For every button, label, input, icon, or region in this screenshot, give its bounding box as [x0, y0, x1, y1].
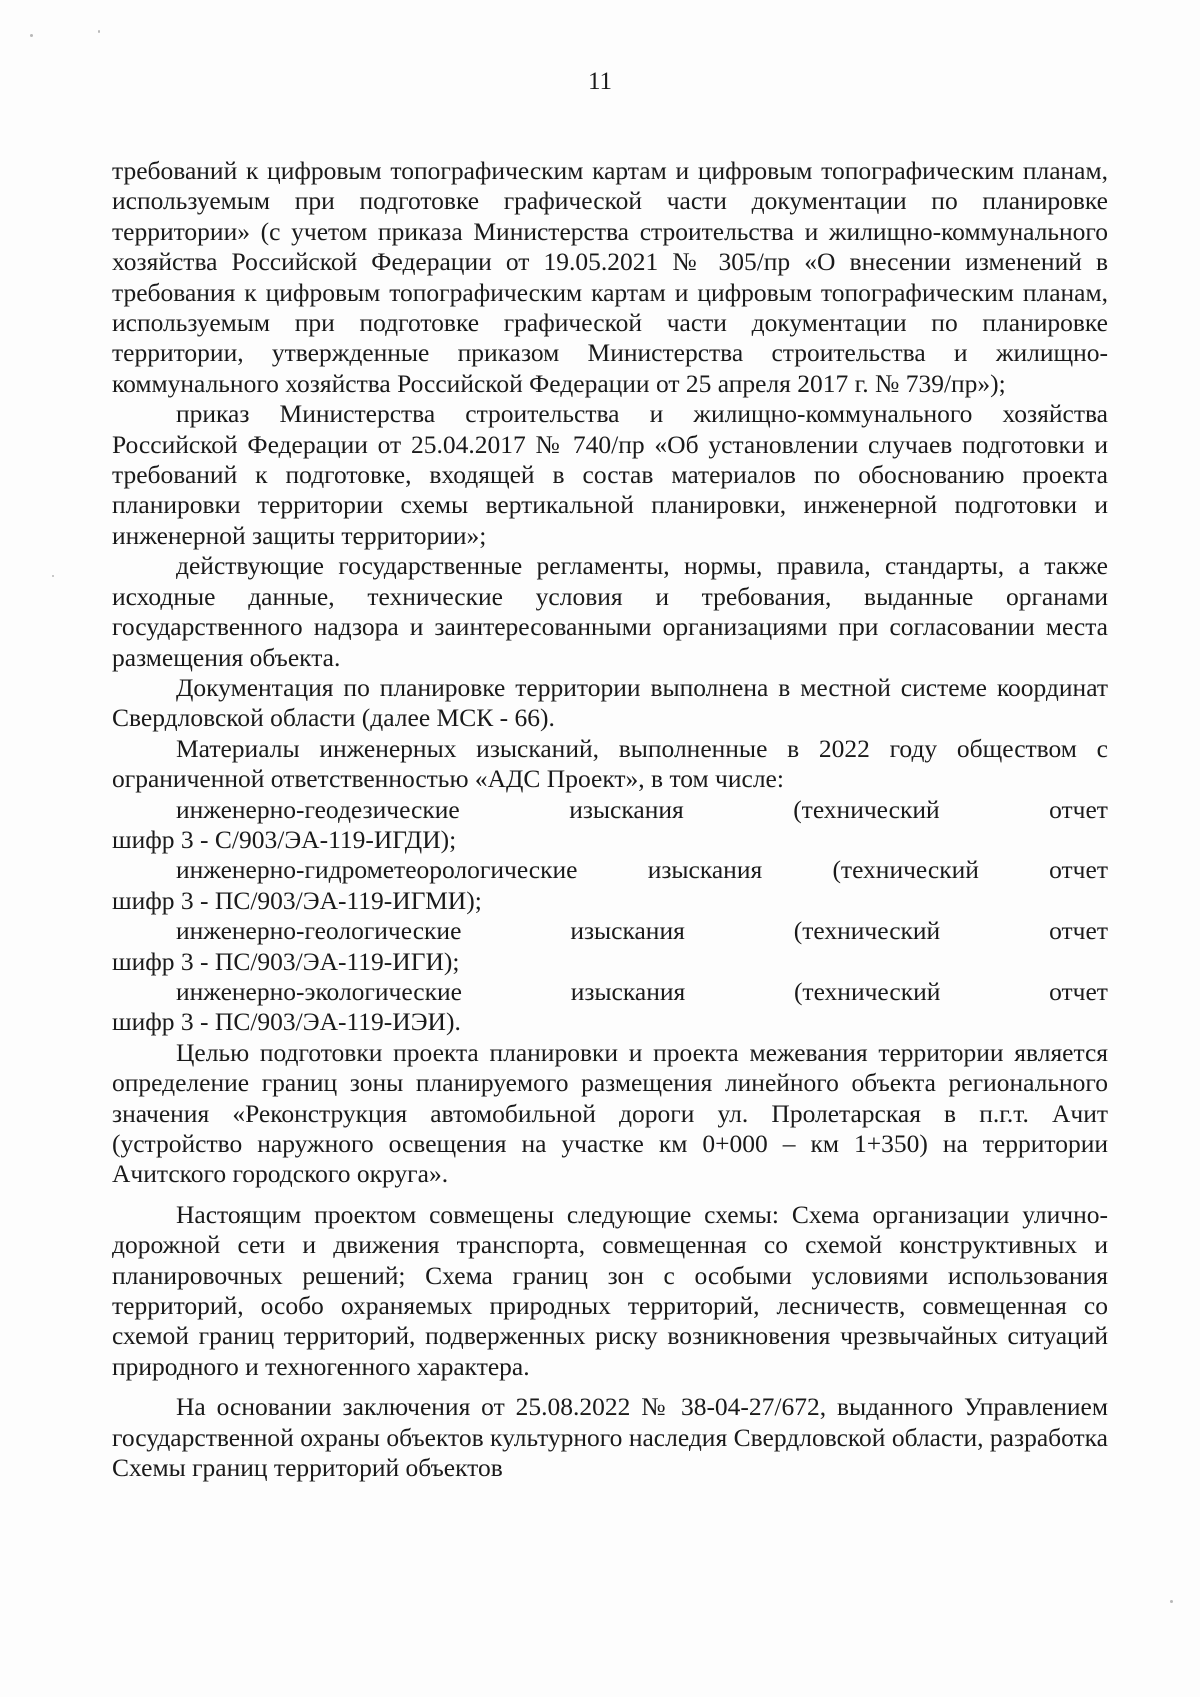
page-number: 11: [587, 68, 613, 95]
paragraph-heritage-conclusion: На основании заключения от 25.08.2022 № 38-04-27/672, выданного Управлением государственной охраны объектов культурного наследия Свердловской области, разработка Схемы границ территорий объектов: [112, 1392, 1108, 1483]
paragraph-order-740: приказ Министерства строительства и жилищно-коммунального хозяйства Российской Федерации от 25.04.2017 № 740/пр «Об установлении случаев подготовки и требований к подготовке, входящей в состав материалов по обоснованию проекта планировки территории схемы вертикальной планировки, инженерной подготовки и инженерной защиты территории»;: [112, 399, 1108, 550]
list-item: [112, 855, 1108, 916]
survey-type: инженерно-экологические: [176, 976, 462, 1006]
list-item: [112, 795, 1108, 856]
survey-cipher: шифр 3 - ПС/903/ЭА-119-ИГИ);: [112, 946, 460, 976]
survey-cipher: шифр 3 - ПС/903/ЭА-119-ИЭИ).: [112, 1007, 461, 1037]
paragraph-purpose: Целью подготовки проекта планировки и проекта межевания территории является определение границ зоны планируемого размещения линейного объекта регионального значения «Реконструкция автомобильной дороги ул. Пролетарская в п.г.т. Ачит (устройство наружного освещения на участке км 0+000 – км 1+350) на территории Ачитского городского округа».: [112, 1037, 1108, 1189]
paragraph-coordinate-system: Документация по планировке территории выполнена в местной системе координат Свердловской области (далее МСК - 66).: [112, 672, 1108, 733]
survey-type: инженерно-гидрометеорологические: [176, 855, 578, 885]
survey-report: отчет: [1049, 916, 1108, 946]
survey-type: инженерно-геологические: [176, 916, 462, 946]
paragraph-combined-schemes: Настоящим проектом совмещены следующие схемы: Схема организации улично-дорожной сети и движения транспорта, совмещенная со схемой конструктивных и планировочных решений; Схема границ зон с особыми условиями использования территорий, особо охраняемых природных территорий, лесничеств, совмещенная со схемой границ территорий, подверженных риску возникновения чрезвычайных ситуаций природного и техногенного характера.: [112, 1199, 1108, 1381]
list-item: [112, 977, 1108, 1038]
paragraph-regulations: действующие государственные регламенты, нормы, правила, стандарты, а также исходные данные, технические условия и требования, выданные органами государственного надзора и заинтересованными организациями при согласовании места размещения объекта.: [112, 551, 1108, 672]
survey-word: изыскания: [569, 794, 684, 824]
survey-kind: (технический: [793, 976, 941, 1006]
survey-report: отчет: [1049, 855, 1108, 885]
survey-report: отчет: [1049, 794, 1108, 824]
survey-kind: (технический: [793, 794, 940, 824]
survey-type: инженерно-геодезические: [176, 794, 460, 824]
document-body: [112, 156, 1108, 1483]
survey-word: изыскания: [570, 976, 686, 1006]
list-item: [112, 916, 1108, 977]
survey-report: отчет: [1049, 976, 1108, 1006]
survey-kind: (технический: [832, 855, 979, 885]
scan-speck: [30, 34, 33, 37]
survey-cipher: шифр 3 - С/903/ЭА-119-ИГДИ);: [112, 824, 457, 854]
survey-cipher: шифр 3 - ПС/903/ЭА-119-ИГМИ);: [112, 885, 482, 915]
scan-speck: [52, 575, 54, 577]
survey-word: изыскания: [570, 916, 685, 946]
survey-list: [112, 795, 1108, 1038]
survey-word: изыскания: [647, 855, 763, 885]
paragraph-survey-materials: Материалы инженерных изысканий, выполненные в 2022 году обществом с ограниченной ответственностью «АДС Проект», в том числе:: [112, 733, 1108, 794]
scan-speck: [1170, 1600, 1173, 1603]
scan-speck: [98, 30, 100, 33]
survey-kind: (технический: [793, 916, 941, 946]
paragraph-requirements-continuation: требований к цифровым топографическим картам и цифровым топографическим планам, используемым при подготовке графической части документации по планировке территории» (с учетом приказа Министерства строительства и жилищно-коммунального хозяйства Российской Федерации от 19.05.2021 № 305/пр «О внесении изменений в требования к цифровым топографическим картам и цифровым топографическим планам, используемым при подготовке графической части документации по планировке территории, утвержденные приказом Министерства строительства и жилищно-коммунального хозяйства Российской Федерации от 25 апреля 2017 г. № 739/пр»);: [112, 156, 1108, 398]
